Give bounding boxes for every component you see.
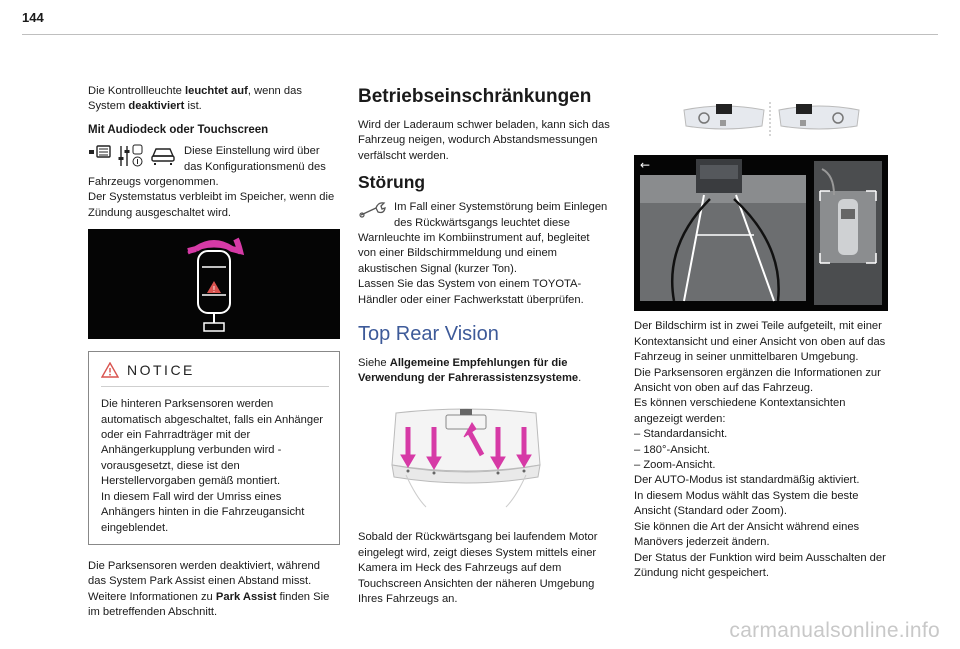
text-line: Der AUTO-Modus ist standardmäßig aktiviert. [634, 474, 860, 487]
more-info-paragraph: Weitere Informationen zu Park Assist finden Sie im betreffenden Abschnitt. [88, 590, 330, 619]
list-item: – 180°-Ansicht. [634, 443, 710, 456]
see-recommendations-paragraph: Siehe Allgemeine Empfehlungen für die Verwendung der Fahrerassistenzsysteme. [358, 357, 582, 385]
back-arrow-icon[interactable]: ← [640, 158, 651, 173]
audio-deck-icon [88, 144, 112, 162]
text-line: Der Status der Funktion wird beim Ausschalten der Zündung nicht gespeichert. [634, 551, 886, 579]
park-assist-paragraph: Die Parksensoren werden deaktiviert, während das System Park Assist einen Abstand misst. [88, 559, 320, 588]
fault-wrap-text: Im Fall einer Systemstörung beim Einlegen des Rückwärtsgangs leuchtet diese [394, 201, 608, 229]
text-line: Sie können die Art der Ansicht während eines Manövers jederzeit ändern. [634, 520, 860, 549]
memory-paragraph: Der Systemstatus verbleibt im Speicher, wenn die Zündung ausgeschaltet wird. [88, 191, 335, 219]
column-middle [358, 84, 610, 615]
text-line: Die Parksensoren ergänzen die Informationen zur Ansicht von oben auf das Fahrzeug. [634, 366, 881, 395]
indicator-paragraph: Die Kontrollleuchte leuchtet auf, wenn das System deaktiviert ist. [88, 85, 302, 113]
notice-header [101, 362, 329, 387]
notice-text-2: In diesem Fall wird der Umriss eines Anhängers hinten in die Fahrzeugansicht eingeblendet. [101, 490, 305, 534]
fault-paragraph-rest: Warnleuchte im Kombiinstrument auf, begleitet von einer Bildschirmmeldung und einem akustischen Signal (kurzer Ton). [358, 232, 590, 275]
page-number: 144 [22, 10, 44, 25]
audio-touchscreen-heading: Mit Audiodeck oder Touchscreen [88, 123, 269, 136]
text-line: In diesem Modus wählt das System die beste Ansicht (Standard oder Zoom). [634, 489, 859, 518]
limits-paragraph: Wird der Laderaum schwer beladen, kann sich das Fahrzeug neigen, wodurch Abstandsmessungen verfälscht werden. [358, 119, 610, 162]
settings-wrap-text: Diese Einstellung wird über das Konfigurationsmenü des [184, 145, 326, 173]
car-top-view-icon [88, 229, 340, 339]
fault-heading: Störung [358, 172, 426, 193]
text-line: Es können verschiedene Kontextansichten angezeigt werden: [634, 397, 846, 425]
right-column-text [634, 319, 888, 581]
fault-row [358, 200, 610, 231]
warning-triangle-icon [101, 362, 119, 378]
list-item: – Zoom-Ansicht. [634, 459, 716, 472]
camera-screen-illustration [634, 155, 888, 311]
rear-sensor-illustration [88, 229, 340, 339]
header-rule [22, 34, 938, 35]
wrench-warning-icon [358, 200, 386, 220]
limits-heading: Betriebseinschränkungen [358, 86, 592, 107]
notice-box [88, 351, 340, 545]
trv-paragraph: Sobald der Rückwärtsgang bei laufendem Motor eingelegt wird, zeigt dieses System mittels einer Kamera im Heck des Fahrzeugs auf dem Touchscreen Ansichten der näheren Umgebung Ihres Fahrzeugs an. [358, 531, 598, 605]
notice-title: NOTICE [127, 361, 195, 378]
column-left [88, 84, 340, 629]
rear-bumper-camera-figure [386, 405, 546, 515]
settings-row [88, 144, 340, 175]
watermark-link[interactable]: carmanualsonline.info [729, 619, 940, 642]
text-line: Der Bildschirm ist in zwei Teile aufgeteilt, mit einer Kontextansicht und einer Ansicht von oben auf das Fahrzeug in seiner unmittelbaren Umgebung. [634, 320, 886, 364]
vehicle-config-icon [150, 144, 176, 166]
list-item: – Standardansicht. [634, 428, 728, 441]
svg-text:!: ! [212, 285, 216, 295]
dealer-paragraph: Lassen Sie das System von einem TOYOTA-Händler oder einer Fachwerkstatt überprüfen. [358, 278, 584, 306]
trv-heading: Top Rear Vision [358, 323, 499, 346]
rear-view-mirror-figure [634, 96, 888, 140]
notice-text-1: Die hinteren Parksensoren werden automatisch abgeschaltet, falls ein Anhänger oder ein Fahrradträger mit der Anhängerkupplung verbunden wird - vorausgesetzt, diese ist den Herstellervorgaben gemäß montiert. [101, 398, 324, 488]
settings-sliders-icon [118, 144, 144, 168]
column-right [634, 96, 888, 581]
settings-paragraph-rest: Fahrzeugs vorgenommen. [88, 176, 219, 189]
